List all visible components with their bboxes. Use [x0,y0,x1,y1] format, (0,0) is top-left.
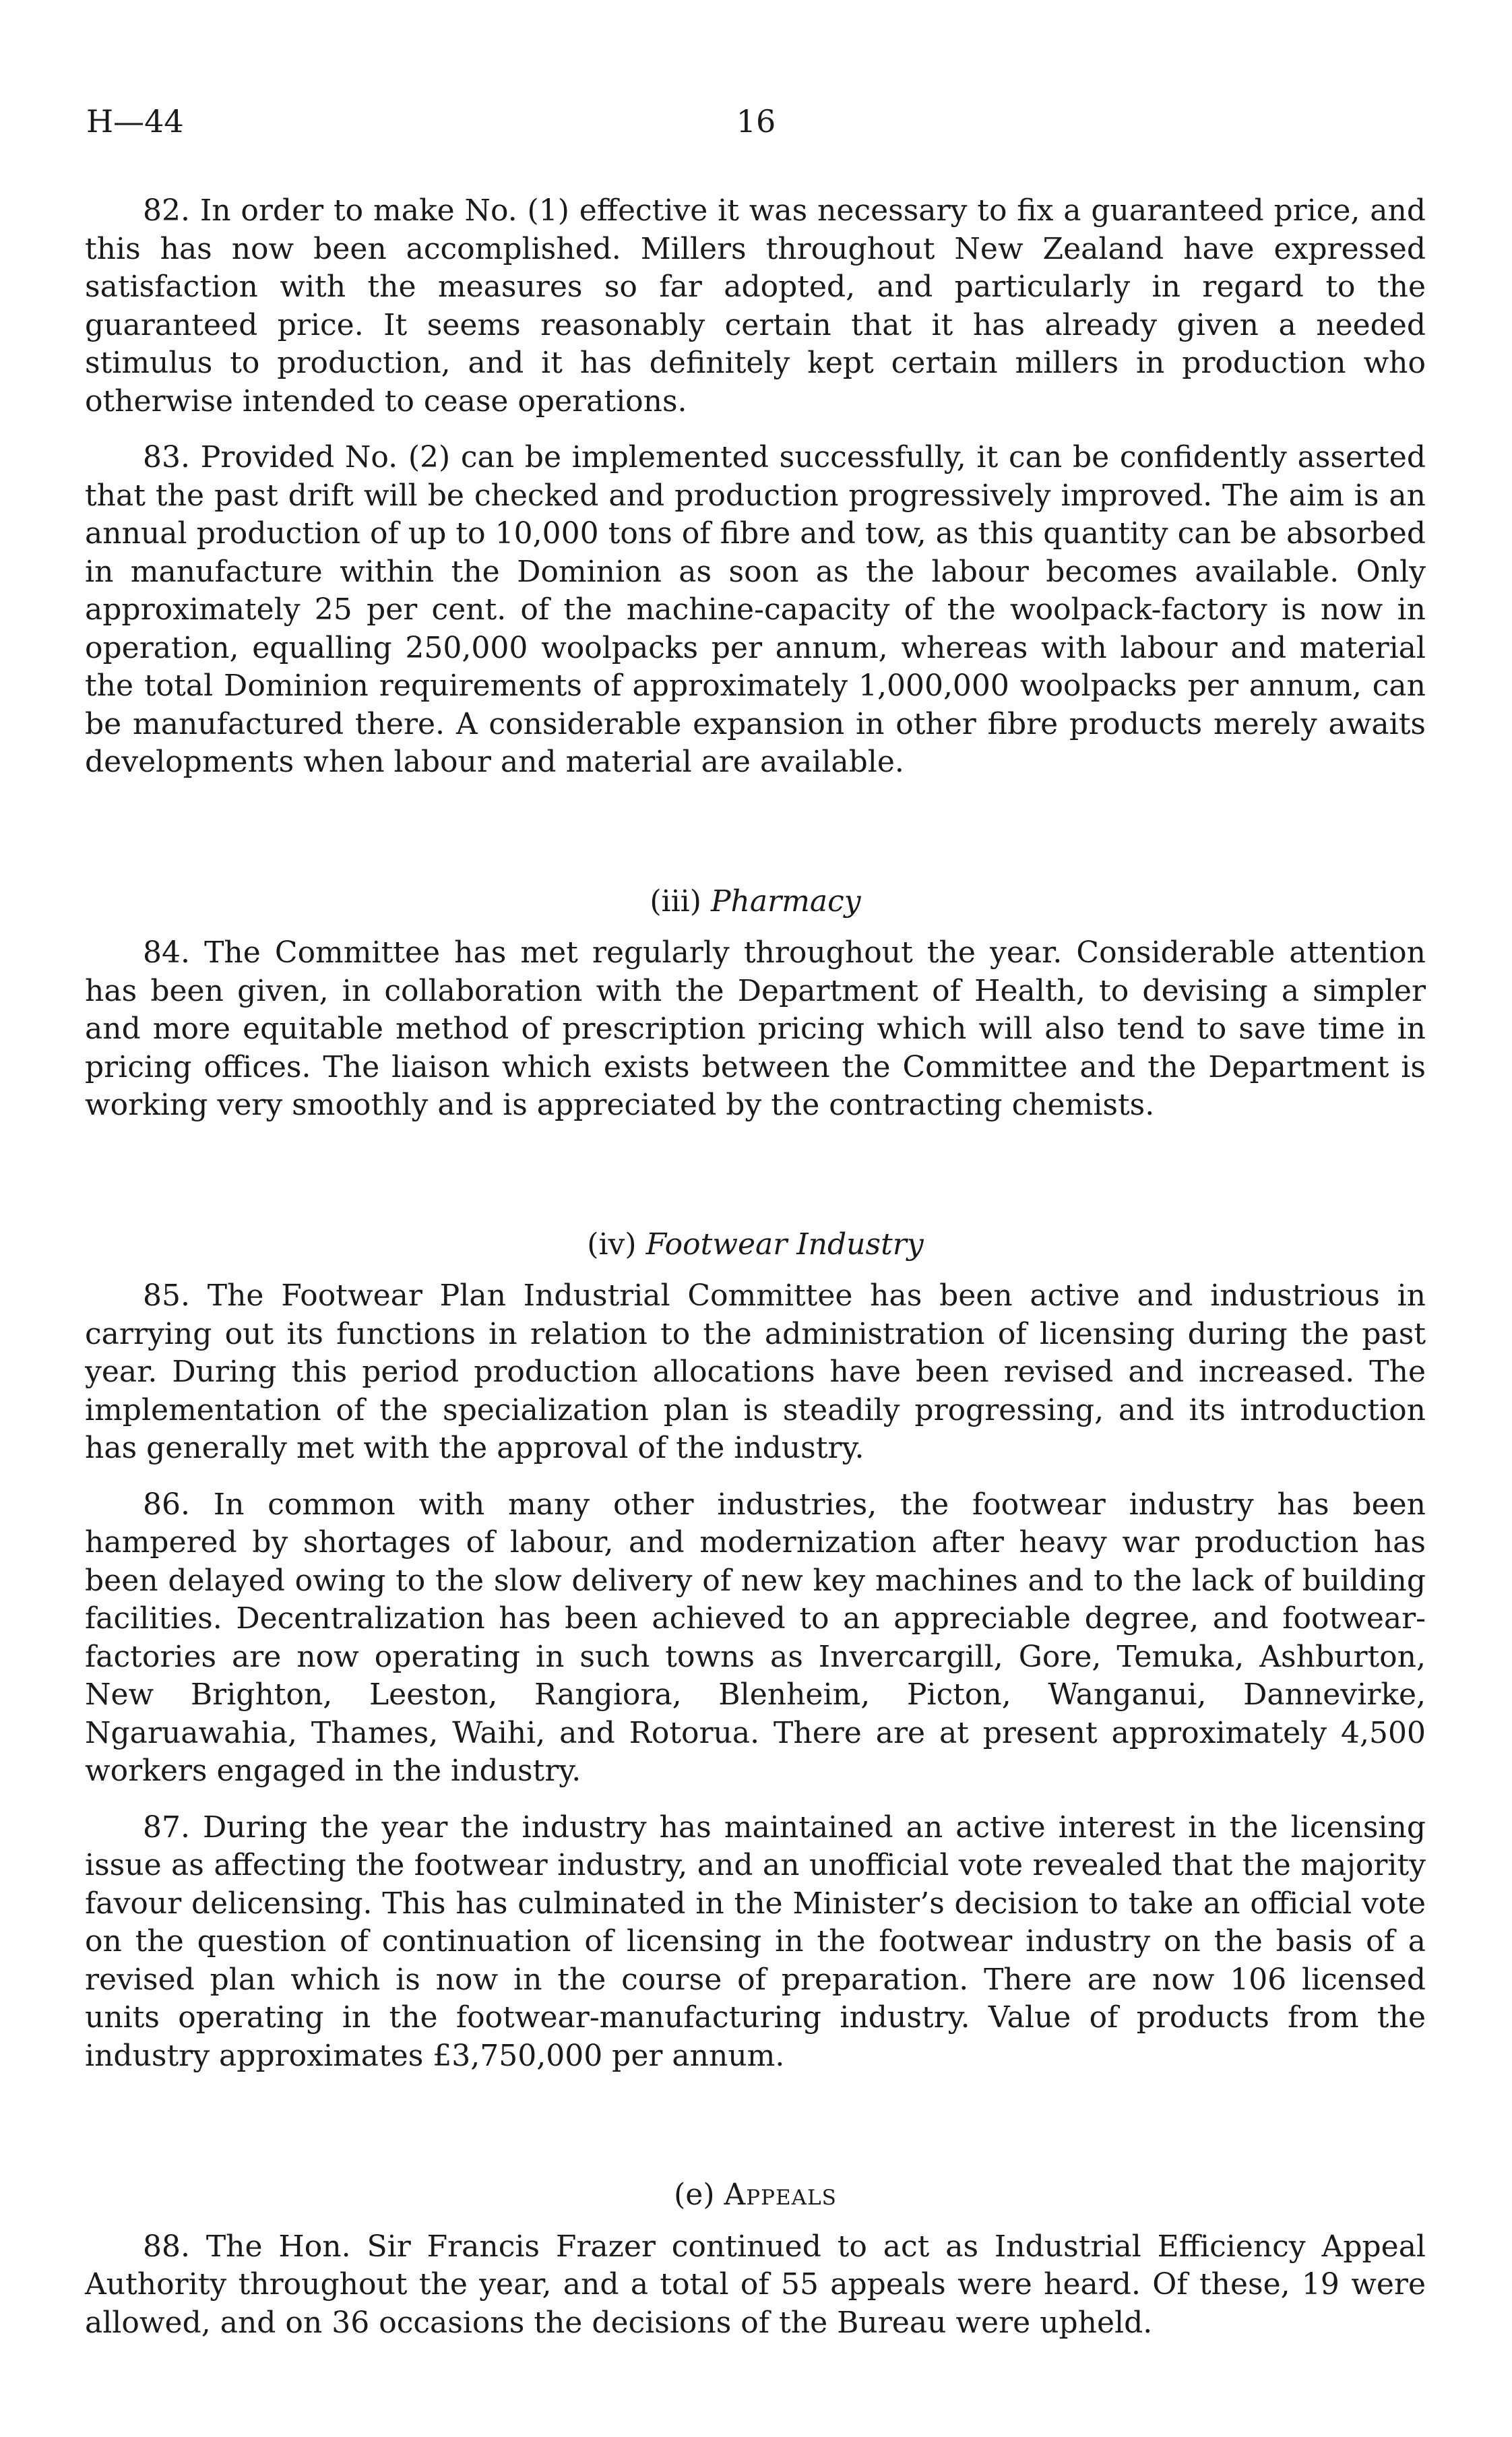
paragraph-85: 85. The Footwear Plan Industrial Committee has been active and industrious in carrying out its functions in relation to the administration of licensing during the past year. During this period production allocations have been revised and increased. The implementation of the specialization plan is steadily progressing, and its introduction has generally met with the approval of the industry. [85,1278,1426,1465]
section-heading-pharmacy [85,883,1426,921]
paragraph-86: 86. In common with many other industries, the footwear industry has been hampered by shortages of labour, and modernization after heavy war production has been delayed owing to the slow delivery of new key machines and to the lack of building facilities. Decentralization has been achieved to an appreciable degree, and footwear-factories are now operating in such towns as Invercargill, Gore, Temuka, Ashburton, New Brighton, Leeston, Rangiora, Blenheim, Picton, Wanganui, Dannevirke, Ngaruawahia, Thames, Waihi, and Rotorua. There are at present approximately 4,500 workers engaged in the industry. [85,1487,1426,1788]
page-number: 16 [736,103,776,140]
paragraph-87: 87. During the year the industry has maintained an active interest in the licensing issue as affecting the footwear industry, and an unofficial vote revealed that the majority favour delicensing. This has culminated in the Minister’s decision to take an official vote on the question of continuation of licensing in the footwear industry on the basis of a revised plan which is now in the course of preparation. There are now 106 licensed units operating in the footwear-manufacturing industry. Value of products from the industry approximates £3,750,000 per annum. [85,1810,1426,2073]
paragraph-83: 83. Provided No. (2) can be implemented successfully, it can be confidently asserted that the past drift will be checked and production progressively improved. The aim is an annual production of up to 10,000 tons of fibre and tow, as this quantity can be absorbed in manufacture within the Dominion as soon as the labour becomes available. Only approximately 25 per cent. of the machine-capacity of the woolpack-factory is now in operation, equalling 250,000 woolpacks per annum, whereas with labour and material the total Dominion requirements of approximately 1,000,000 woolpacks per annum, can be manufactured there. A considerable expansion in other fibre products merely awaits developments when labour and material are available. [85,440,1426,779]
paragraph-82: 82. In order to make No. (1) effective it was necessary to fix a guaranteed price, and this has now been accomplished. Millers throughout New Zealand have expressed satisfaction with the measures so far adopted, and particularly in regard to the guaranteed price. It seems reasonably certain that it has already given a needed stimulus to production, and it has definitely kept certain millers in production who otherwise intended to cease operations. [85,193,1426,419]
section-prefix: (iv) [587,1227,637,1262]
page-header [86,101,1426,142]
paragraph-88: 88. The Hon. Sir Francis Frazer continued to act as Industrial Efficiency Appeal Authority throughout the year, and a total of 55 appeals were heard. Of these, 19 were allowed, and on 36 occasions the decisions of the Bureau were upheld. [85,2229,1426,2340]
section-prefix: (e) [674,2178,715,2212]
section-heading-appeals [85,2176,1426,2215]
section-label: Appeals [724,2178,837,2212]
document-body [85,192,1426,2360]
paragraph-84: 84. The Committee has met regularly throughout the year. Considerable attention has been given, in collaboration with the Department of Health, to devising a simpler and more equitable method of prescription pricing which will also tend to save time in pricing offices. The liaison which exists between the Committee and the Department is working very smoothly and is appreciated by the contracting chemists. [85,935,1426,1122]
section-label: Pharmacy [710,884,861,919]
section-label: Footwear Industry [645,1227,924,1262]
section-prefix: (iii) [650,884,701,919]
document-reference: H—44 [86,103,184,140]
section-heading-footwear [85,1226,1426,1264]
